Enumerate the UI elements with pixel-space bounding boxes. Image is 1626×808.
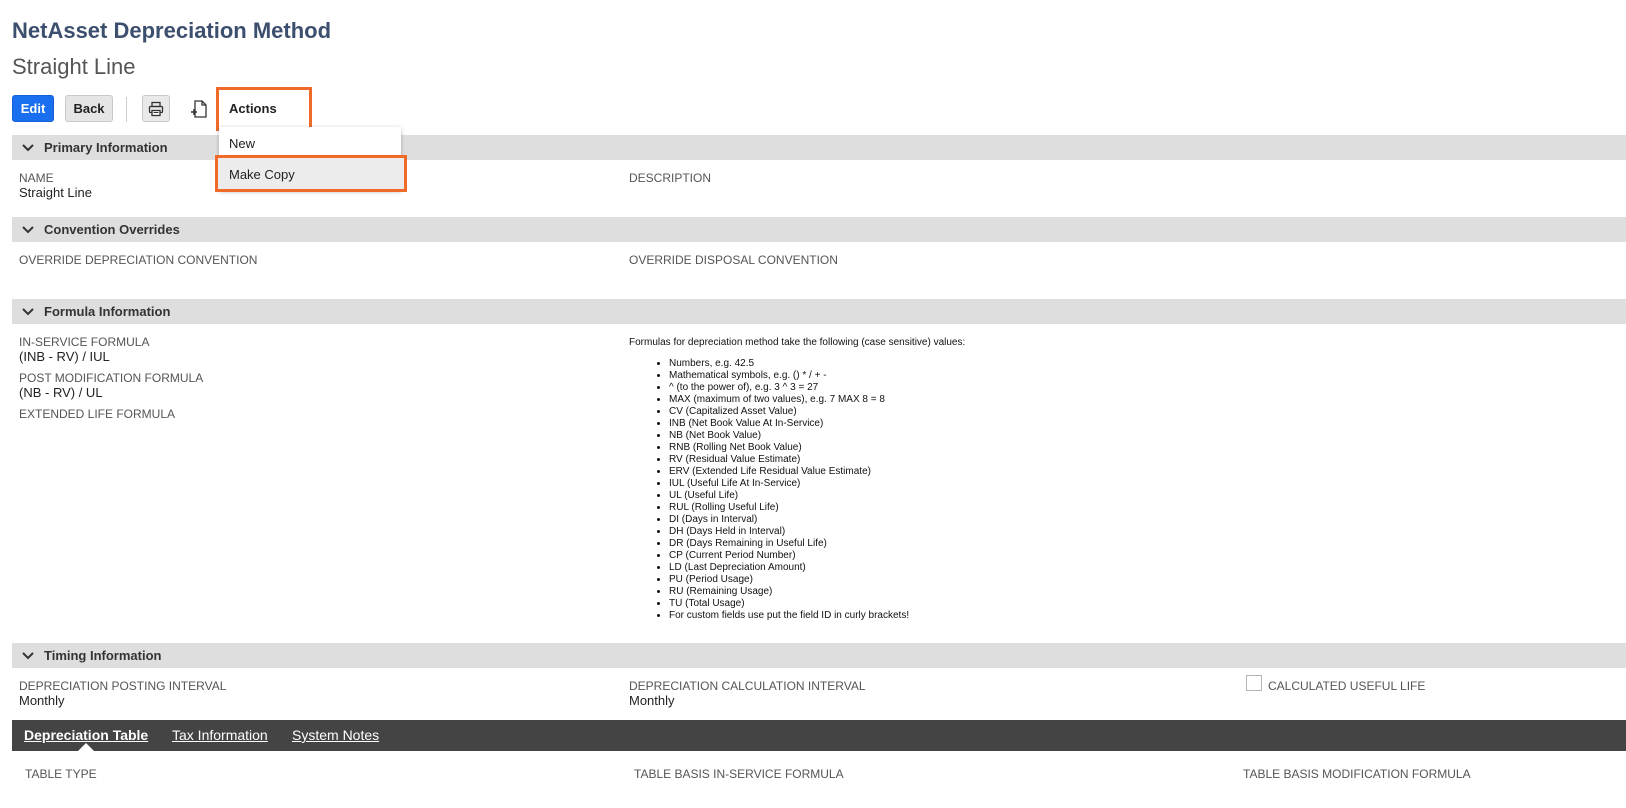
- formula-help-item: • For custom fields use put the field ID in curly brackets!: [669, 610, 1229, 622]
- formula-help-item: • CV (Capitalized Asset Value): [669, 406, 1229, 418]
- section-convention-overrides[interactable]: [12, 217, 1626, 242]
- chevron-down-icon: [22, 652, 34, 660]
- override-depreciation-label: OVERRIDE DEPRECIATION CONVENTION: [19, 253, 258, 267]
- edit-button[interactable]: Edit: [12, 95, 54, 122]
- section-formula-information[interactable]: [12, 299, 1626, 324]
- formula-help-item: • RU (Remaining Usage): [669, 586, 1229, 598]
- table-basis-in-service-label: TABLE BASIS IN-SERVICE FORMULA: [634, 767, 844, 781]
- section-title: Formula Information: [44, 304, 171, 319]
- calculated-useful-life-label: CALCULATED USEFUL LIFE: [1268, 679, 1426, 693]
- actions-label: Actions: [229, 101, 277, 116]
- section-title: Convention Overrides: [44, 222, 180, 237]
- post-modification-formula-value: (NB - RV) / UL: [19, 385, 103, 400]
- make-copy-label: Make Copy: [229, 167, 295, 182]
- back-button[interactable]: Back: [65, 95, 113, 122]
- post-modification-formula-label: POST MODIFICATION FORMULA: [19, 371, 204, 385]
- formula-help-item: • DR (Days Remaining in Useful Life): [669, 538, 1229, 550]
- calculation-interval-value: Monthly: [629, 693, 675, 708]
- formula-help-list: [629, 358, 1229, 622]
- record-name: Straight Line: [12, 54, 136, 79]
- section-title: Primary Information: [44, 140, 168, 155]
- new-document-button[interactable]: [188, 98, 210, 120]
- name-value: Straight Line: [19, 185, 92, 200]
- calculated-useful-life-checkbox[interactable]: [1246, 675, 1262, 691]
- formula-help-intro: Formulas for depreciation method take the following (case sensitive) values:: [629, 337, 966, 348]
- calculation-interval-label: DEPRECIATION CALCULATION INTERVAL: [629, 679, 866, 693]
- formula-help-item: • ^ (to the power of), e.g. 3 ^ 3 = 27: [669, 382, 1229, 394]
- tab-tax-information[interactable]: Tax Information: [172, 727, 268, 743]
- chevron-down-icon: [22, 226, 34, 234]
- formula-help-item: • RUL (Rolling Useful Life): [669, 502, 1229, 514]
- formula-help-item: • PU (Period Usage): [669, 574, 1229, 586]
- override-disposal-label: OVERRIDE DISPOSAL CONVENTION: [629, 253, 838, 267]
- formula-help-item: • MAX (maximum of two values), e.g. 7 MAX 8 = 8: [669, 394, 1229, 406]
- formula-help-item: • LD (Last Depreciation Amount): [669, 562, 1229, 574]
- new-document-icon: [188, 98, 210, 120]
- formula-help-item: • Mathematical symbols, e.g. () * / + -: [669, 370, 1229, 382]
- tab-depreciation-table[interactable]: Depreciation Table: [24, 727, 149, 743]
- page-title: NetAsset Depreciation Method: [12, 18, 332, 43]
- menu-item-new[interactable]: New: [229, 136, 256, 151]
- formula-help-item: • TU (Total Usage): [669, 598, 1229, 610]
- printer-icon: [148, 101, 164, 117]
- formula-help-item: • RV (Residual Value Estimate): [669, 454, 1229, 466]
- formula-help-item: • DI (Days in Interval): [669, 514, 1229, 526]
- print-button[interactable]: [142, 95, 170, 122]
- formula-help-item: • Numbers, e.g. 42.5: [669, 358, 1229, 370]
- active-tab-pointer: [78, 743, 94, 751]
- tab-system-notes[interactable]: System Notes: [292, 727, 380, 743]
- table-type-label: TABLE TYPE: [25, 767, 97, 781]
- formula-help-item: • INB (Net Book Value At In-Service): [669, 418, 1229, 430]
- extended-life-formula-label: EXTENDED LIFE FORMULA: [19, 407, 176, 421]
- formula-help-item: • CP (Current Period Number): [669, 550, 1229, 562]
- description-label: DESCRIPTION: [629, 171, 712, 185]
- chevron-down-icon: [22, 144, 34, 152]
- name-label: NAME: [19, 171, 54, 185]
- in-service-formula-value: (INB - RV) / IUL: [19, 349, 110, 364]
- formula-help-item: • UL (Useful Life): [669, 490, 1229, 502]
- table-basis-modification-label: TABLE BASIS MODIFICATION FORMULA: [1243, 767, 1471, 781]
- section-timing-information[interactable]: [12, 643, 1626, 668]
- formula-help-item: • DH (Days Held in Interval): [669, 526, 1229, 538]
- in-service-formula-label: IN-SERVICE FORMULA: [19, 335, 150, 349]
- posting-interval-value: Monthly: [19, 693, 65, 708]
- posting-interval-label: DEPRECIATION POSTING INTERVAL: [19, 679, 227, 693]
- formula-help-item: • IUL (Useful Life At In-Service): [669, 478, 1229, 490]
- toolbar-divider: [126, 97, 127, 122]
- section-title: Timing Information: [44, 648, 162, 663]
- formula-help-text: [629, 337, 1229, 622]
- formula-help-item: • NB (Net Book Value): [669, 430, 1229, 442]
- formula-help-item: • ERV (Extended Life Residual Value Estimate): [669, 466, 1229, 478]
- formula-help-item: • RNB (Rolling Net Book Value): [669, 442, 1229, 454]
- chevron-down-icon: [22, 308, 34, 316]
